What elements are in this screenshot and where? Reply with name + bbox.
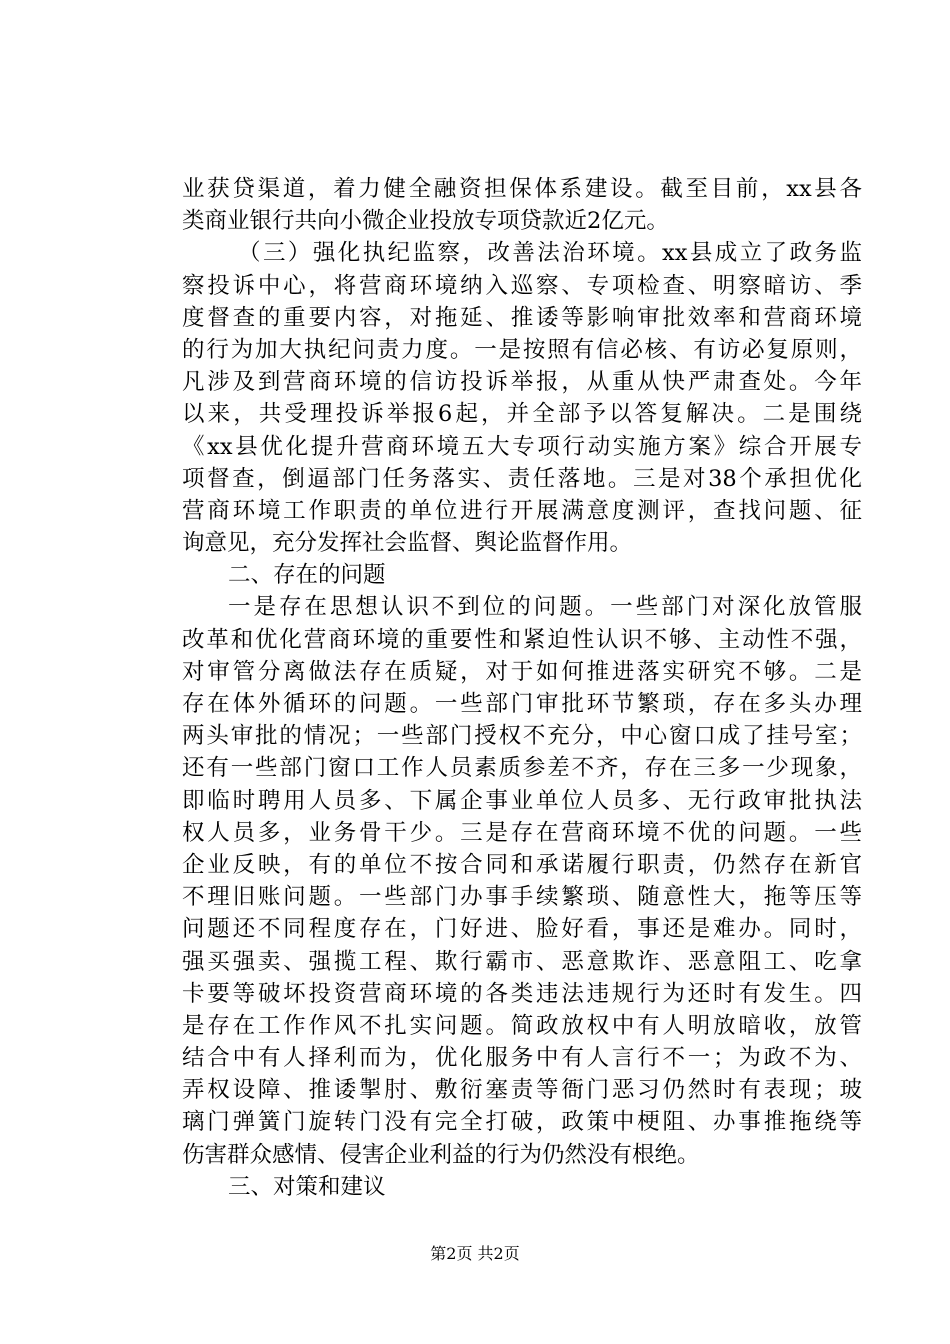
text-line: 不理旧账问题。一些部门办事手续繁琐、随意性大，拖等压等 — [182, 884, 862, 911]
text-line: 两头审批的情况；一些部门授权不充分，中心窗口成了挂号室； — [182, 723, 862, 750]
text-line: 度督查的重要内容，对拖延、推诿等影响审批效率和营商环境 — [182, 304, 862, 331]
text-line: 项督查，倒逼部门任务落实、责任落地。三是对38个承担优化 — [182, 465, 862, 492]
text-line: 询意见，充分发挥社会监督、舆论监督作用。 — [182, 530, 633, 557]
text-line: 类商业银行共向小微企业投放专项贷款近2亿元。 — [182, 208, 669, 235]
document-body — [182, 173, 862, 1203]
text-line: 璃门弹簧门旋转门没有完全打破，政策中梗阻、办事推拖绕等 — [182, 1109, 862, 1136]
text-line: 三、对策和建议 — [228, 1173, 386, 1200]
text-line: 卡要等破坏投资营商环境的各类违法违规行为还时有发生。四 — [182, 980, 862, 1007]
text-line: 营商环境工作职责的单位进行开展满意度测评，查找问题、征 — [182, 497, 862, 524]
text-line: 察投诉中心，将营商环境纳入巡察、专项检查、明察暗访、季 — [182, 272, 862, 299]
text-line: 业获贷渠道，着力健全融资担保体系建设。截至目前，xx县各 — [182, 176, 862, 202]
text-line: 权人员多，业务骨干少。三是存在营商环境不优的问题。一些 — [182, 819, 862, 846]
text-line: 即临时聘用人员多、下属企事业单位人员多、无行政审批执法 — [182, 787, 862, 814]
text-line: 二、存在的问题 — [228, 562, 386, 589]
text-line: 是存在工作作风不扎实问题。简政放权中有人明放暗收，放管 — [182, 1012, 862, 1039]
text-line: （三）强化执纪监察，改善法治环境。xx县成立了政务监 — [238, 240, 862, 267]
text-line: 改革和优化营商环境的重要性和紧迫性认识不够、主动性不强， — [182, 626, 862, 653]
text-line: 以来，共受理投诉举报6起，并全部予以答复解决。二是围绕 — [182, 401, 862, 428]
text-line: 问题还不同程度存在，门好进、脸好看，事还是难办。同时， — [182, 916, 862, 943]
page-footer: 第2页 共2页 — [430, 1244, 520, 1263]
text-line: 结合中有人择利而为，优化服务中有人言行不一；为政不为、 — [182, 1045, 862, 1072]
text-line: 强买强卖、强揽工程、欺行霸市、恶意欺诈、恶意阻工、吃拿 — [182, 948, 862, 975]
text-line: 凡涉及到营商环境的信访投诉举报，从重从快严肃查处。今年 — [182, 369, 862, 396]
text-line: 还有一些部门窗口工作人员素质参差不齐，存在三多一少现象， — [182, 755, 862, 782]
text-line: 一是存在思想认识不到位的问题。一些部门对深化放管服 — [228, 594, 862, 621]
text-line: 企业反映，有的单位不按合同和承诺履行职责，仍然存在新官 — [182, 851, 862, 878]
text-line: 弄权设障、推诿掣肘、敷衍塞责等衙门恶习仍然时有表现；玻 — [182, 1077, 862, 1104]
text-line: 存在体外循环的问题。一些部门审批环节繁琐，存在多头办理 — [182, 691, 862, 717]
text-line: 对审管分离做法存在质疑，对于如何推进落实研究不够。二是 — [182, 658, 862, 685]
text-line: 伤害群众感情、侵害企业利益的行为仍然没有根绝。 — [182, 1141, 700, 1168]
text-line: 《xx县优化提升营商环境五大专项行动实施方案》综合开展专 — [182, 433, 862, 460]
text-line: 的行为加大执纪问责力度。一是按照有信必核、有访必复原则， — [182, 336, 862, 363]
